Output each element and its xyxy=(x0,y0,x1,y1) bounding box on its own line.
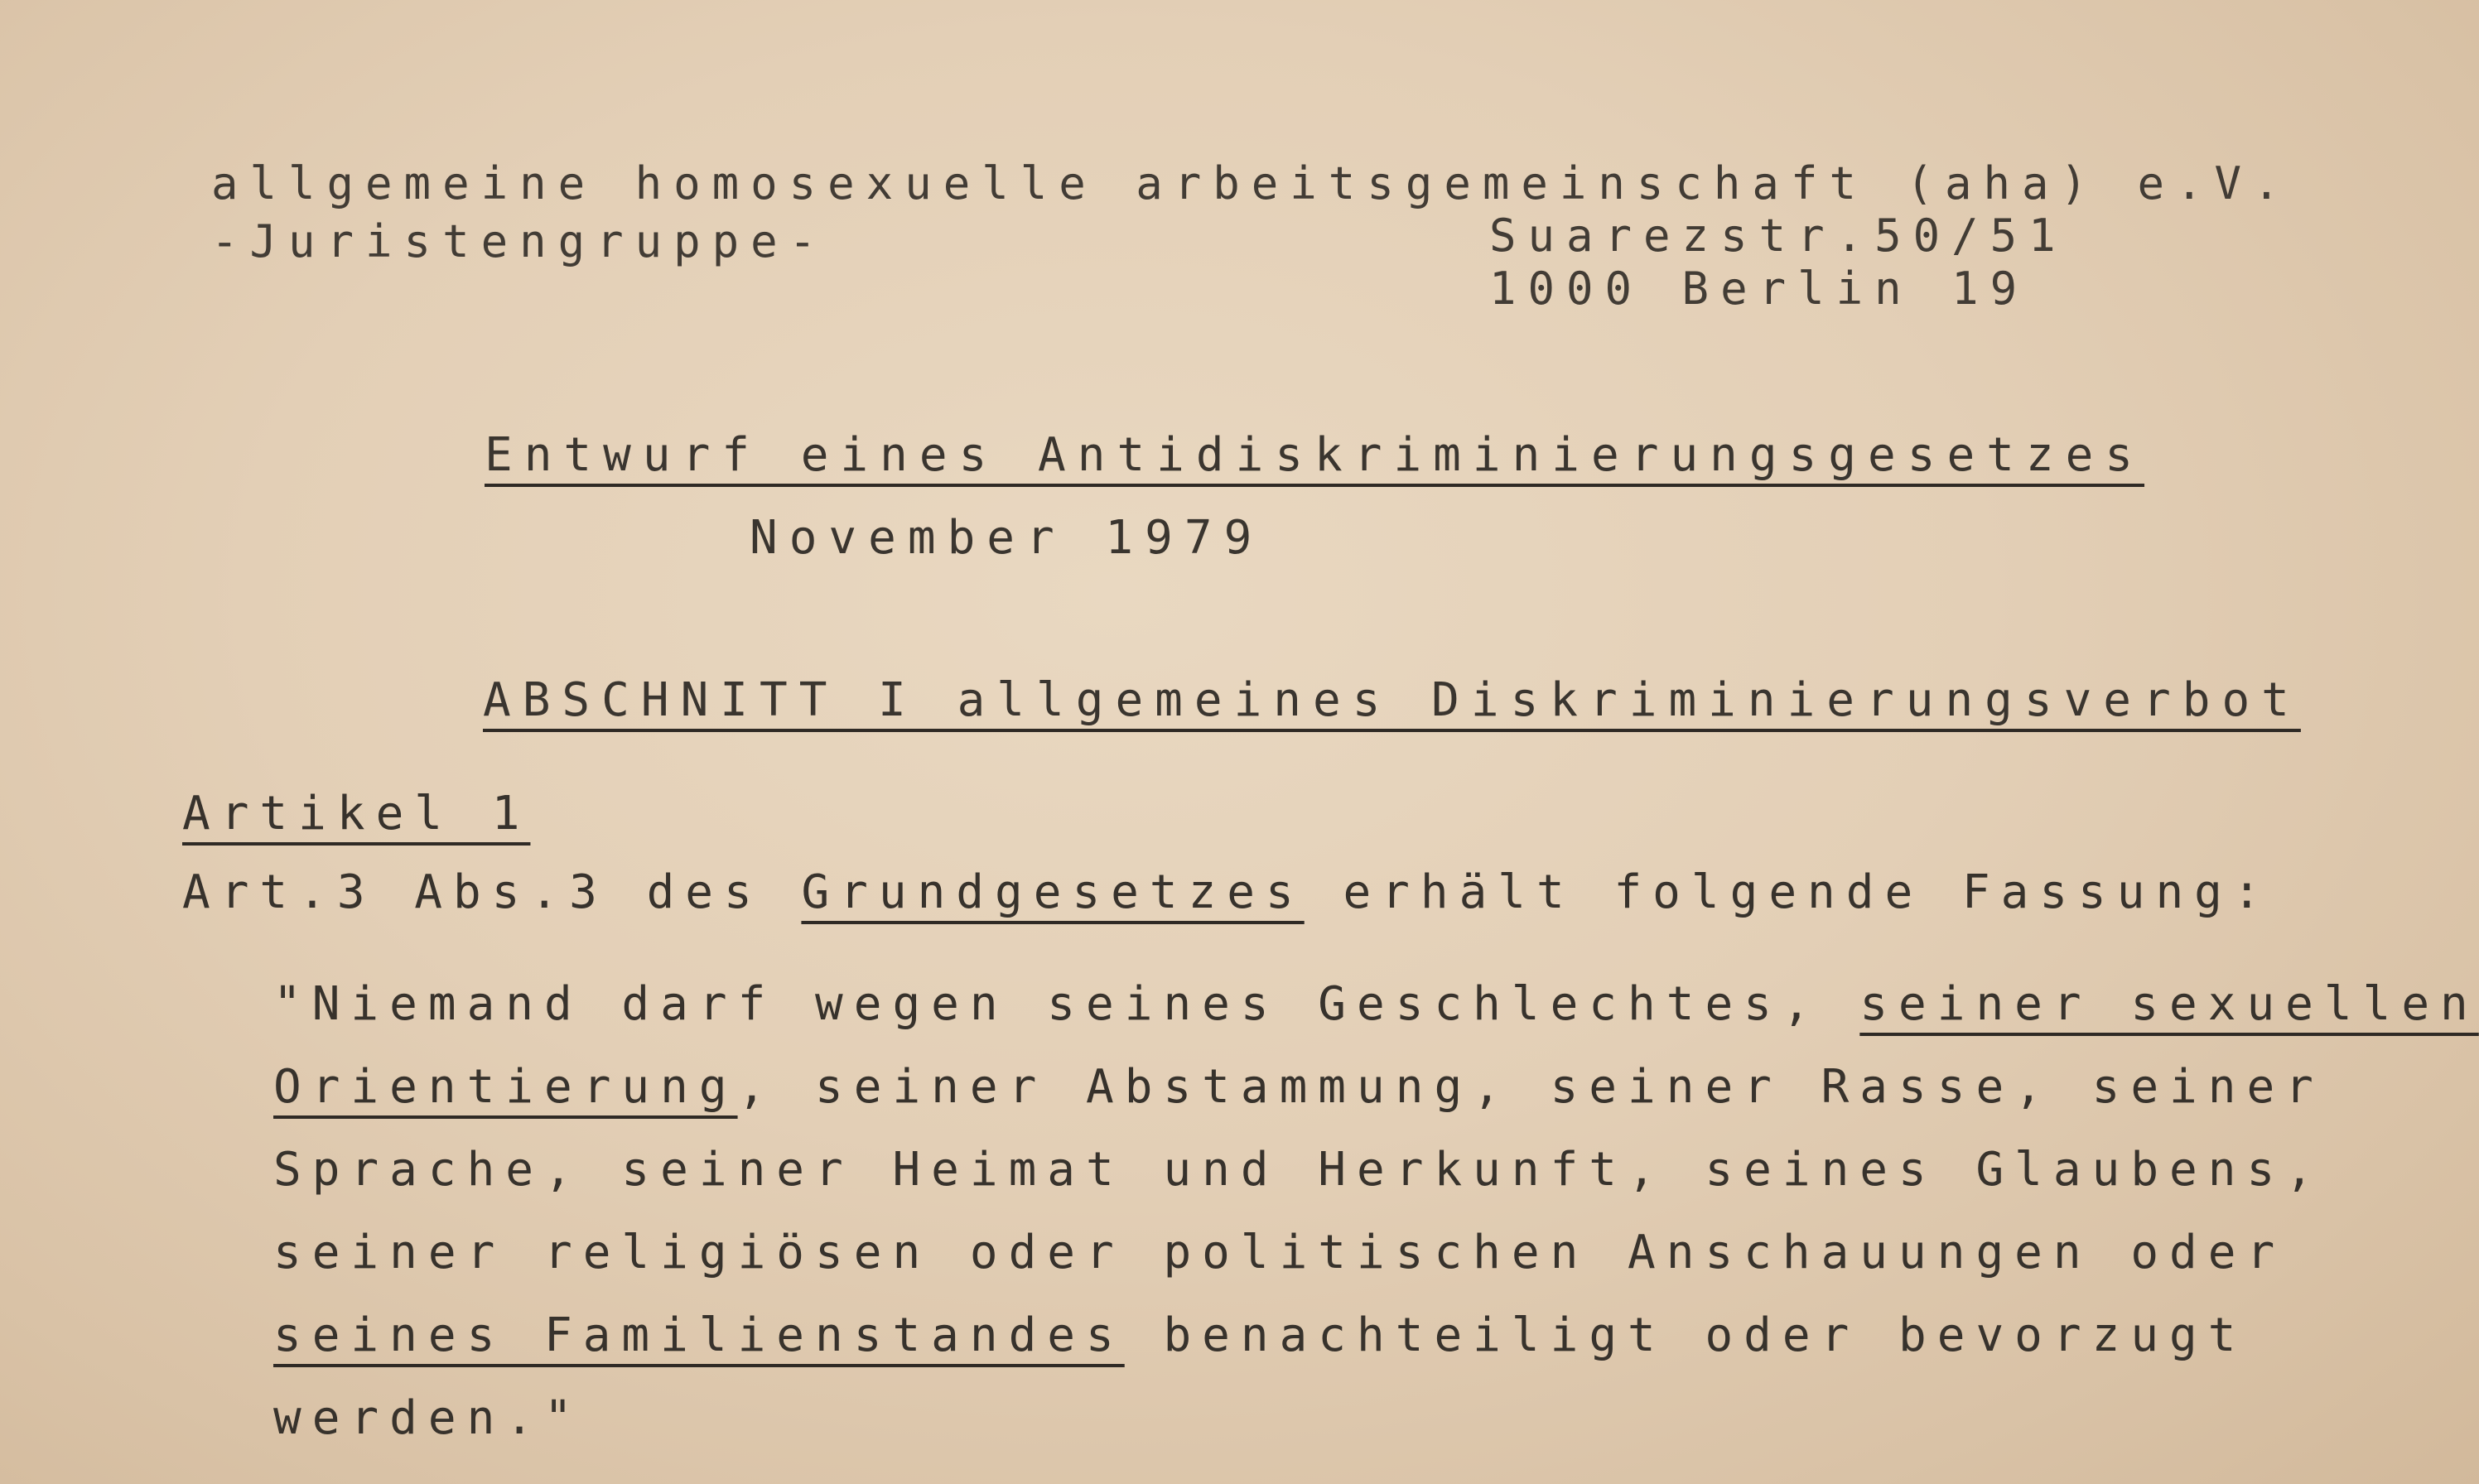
document-title xyxy=(485,428,2145,482)
article-intro xyxy=(182,865,2272,919)
document-title-text: Entwurf eines Antidiskriminierungsgesetzes xyxy=(485,428,2145,482)
quote-line-3: Sprache, seiner Heimat und Herkunft, seines Glaubens, xyxy=(273,1143,2324,1197)
article-heading-text: Artikel 1 xyxy=(182,787,531,841)
quote-line-4: seiner religiösen oder politischen Anschauungen oder xyxy=(273,1226,2286,1279)
article-intro-post: erhält folgende Fassung: xyxy=(1304,865,2272,919)
quote-line-2 xyxy=(273,1060,2324,1114)
quote-line-1 xyxy=(273,977,2479,1031)
organization-name: allgemeine homosexuelle arbeitsgemeinschaft (aha) e.V. xyxy=(211,157,2292,210)
street-address: Suarezstr.50/51 xyxy=(1489,210,2067,262)
show-through-text xyxy=(191,319,231,375)
section-heading-text: ABSCHNITT I allgemeines Diskriminierungsverbot xyxy=(483,673,2301,727)
quote-line-1-pre: "Niemand darf wegen seines Geschlechtes, xyxy=(273,977,1860,1031)
article-intro-pre: Art.3 Abs.3 des xyxy=(182,865,802,919)
article-intro-underlined: Grundgesetzes xyxy=(801,865,1305,919)
quote-line-2-post: , seiner Abstammung, seiner Rasse, seiner xyxy=(737,1060,2324,1114)
quote-line-6: werden." xyxy=(273,1391,583,1445)
city-address: 1000 Berlin 19 xyxy=(1489,263,2029,315)
article-heading xyxy=(182,787,531,841)
quote-line-5-post: benachteiligt oder bevorzugt xyxy=(1124,1308,2247,1362)
section-heading xyxy=(483,673,2301,727)
quote-line-2-underlined: Orientierung xyxy=(273,1060,738,1114)
quote-line-5 xyxy=(273,1308,2247,1362)
quote-line-5-underlined: seines Familienstandes xyxy=(273,1308,1125,1362)
quote-line-1-underlined: seiner sexuellen xyxy=(1859,977,2479,1031)
document-date: November 1979 xyxy=(750,511,1264,565)
group-name: -Juristengruppe- xyxy=(211,215,828,267)
